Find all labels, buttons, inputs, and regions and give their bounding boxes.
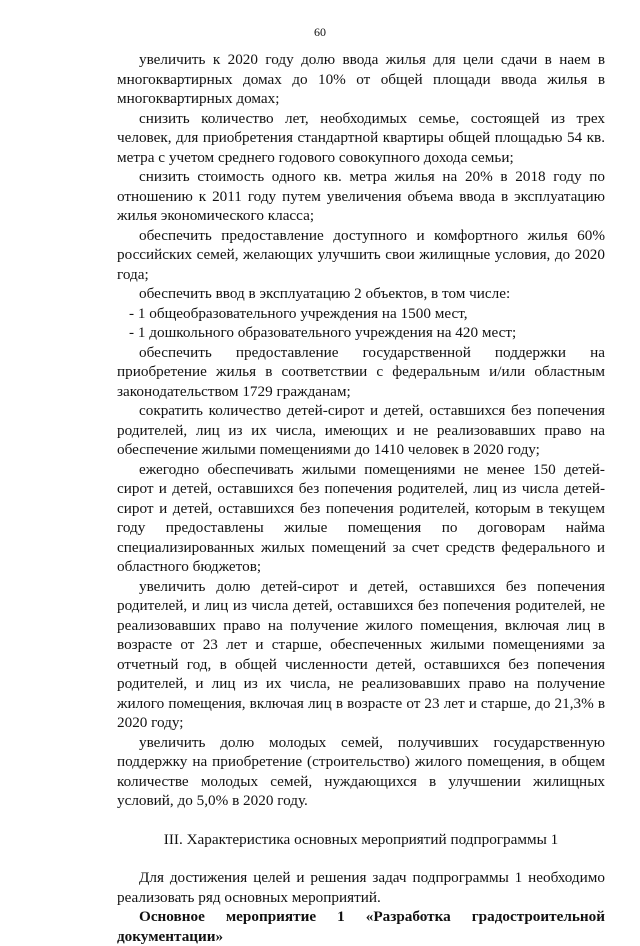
list-item-school: - 1 общеобразовательного учреждения на 1500 мест, xyxy=(129,304,468,322)
paragraph-orphans-share: увеличить долю детей-сирот и детей, оставшихся без попечения родителей, и лиц из числа детей, оставшихся без попечения родителей, не реализовавших право на получение жилого помещения, включая лиц в возрасте от 23 лет и старше, обеспеченных жилыми помещениями за отчетный год, в общей численности детей, оставшихся без попечения родителей, и лиц из их числа, не реализовавших право на получение жилого помещения, включая лиц в возрасте от 23 лет и старше, до 21,3% в 2020 году; xyxy=(117,577,605,731)
paragraph-intro: Для достижения целей и решения задач подпрограммы 1 необходимо реализовать ряд основных мероприятий. xyxy=(117,869,605,906)
list-item-preschool: - 1 дошкольного образовательного учреждения на 420 мест; xyxy=(129,324,517,341)
paragraph-cost-reduction: снизить стоимость одного кв. метра жилья на 20% в 2018 году по отношению к 2011 году путем увеличения объема ввода в эксплуатацию жилья экономического класса; xyxy=(117,168,605,224)
paragraph-years-to-buy: снизить количество лет, необходимых семье, состоящей из трех человек, для приобретения стандартной квартиры общей площадью 54 кв. метра с учетом среднего годового совокупного дохода семьи; xyxy=(117,109,605,166)
paragraph-affordable-housing: обеспечить предоставление доступного и комфортного жилья 60% российских семей, желающих улучшить свои жилищные условия, до 2020 года; xyxy=(117,226,605,283)
paragraph-young-families: увеличить долю молодых семей, получивших государственную поддержку на приобретение (строительство) жилого помещения, в общем количестве молодых семей, нуждающихся в улучшении жилищных условий, до 5,0% в 2020 году. xyxy=(117,733,605,809)
paragraph-commissioning: обеспечить ввод в эксплуатацию 2 объектов, в том числе: xyxy=(139,285,511,302)
paragraph-main-activity: Основное мероприятие 1 «Разработка градостроительной документации» xyxy=(117,908,605,945)
paragraph-state-support: обеспечить предоставление государственной поддержки на приобретение жилья в соответствии с федеральным и/или областным законодательством 1729 гражданам; xyxy=(117,343,605,400)
paragraph-orphans-housing: ежегодно обеспечивать жилыми помещениями не менее 150 детей-сирот и детей, оставшихся без попечения родителей, лиц из числа детей-сирот и детей, оставшихся без попечения родителей, которым в текущем году предоставлены жилые помещения по договорам найма специализированных жилых помещений за счет средств федерального и областного бюджетов; xyxy=(117,460,605,575)
paragraph-rental-housing: увеличить к 2020 году долю ввода жилья для цели сдачи в наем в многоквартирных домах до 10% от общей площади ввода жилья в многоквартирных домах; xyxy=(117,51,605,107)
paragraph-orphans-reduction: сократить количество детей-сирот и детей, оставшихся без попечения родителей, лиц из их числа, имеющих и не реализовавших право на обеспечение жилыми помещениями до 1410 человек в 2020 году; xyxy=(117,402,605,458)
section-heading: III. Характеристика основных мероприятий подпрограммы 1 xyxy=(163,830,559,848)
page-number: 60 xyxy=(314,25,326,39)
body-text xyxy=(117,50,605,946)
